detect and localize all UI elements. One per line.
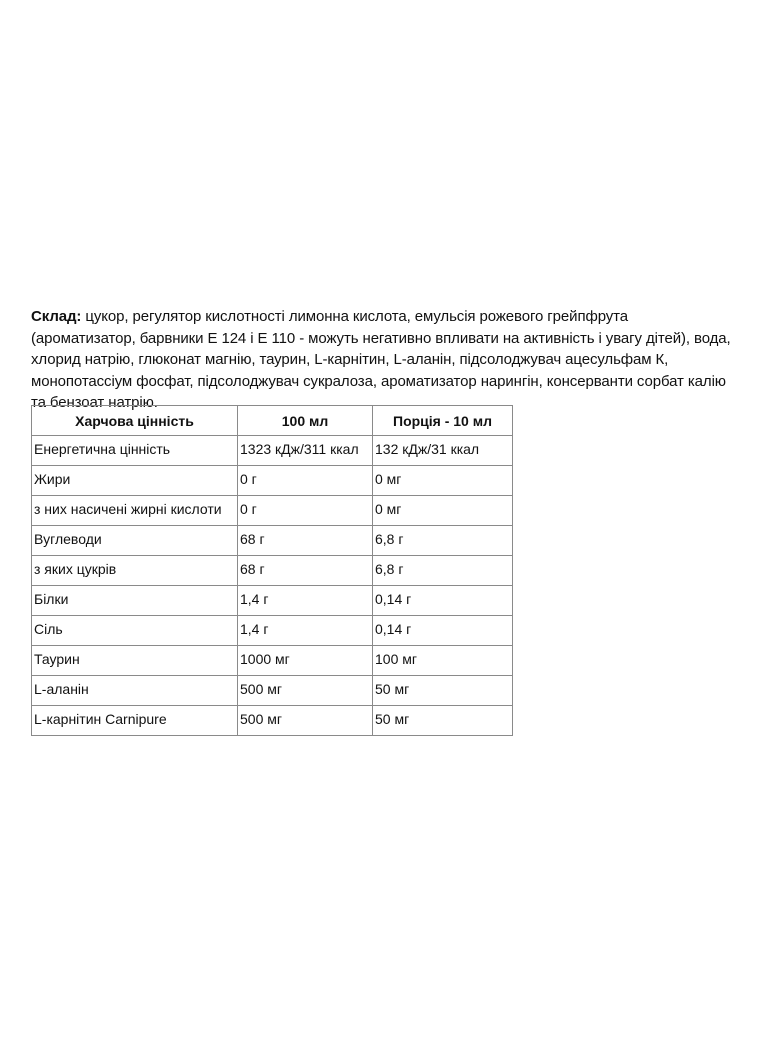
nutrient-name: Вуглеводи (32, 526, 238, 556)
value-per-portion: 0 мг (373, 496, 513, 526)
value-per-100ml: 1,4 г (238, 586, 373, 616)
table-header-row (32, 406, 513, 436)
composition-text: цукор, регулятор кислотності лимонна кислота, емульсія рожевого грейпфрута (ароматизатор, барвники Е 124 і Е 110 - можуть негативно впливати на активність і увагу дітей), вода, хлорид натрію, глюконат магнію, таурин, L-карнітин, L-аланін, підсолоджувач ацесульфам К, монопотассіум фосфат, підсолоджувач сукралоза, ароматизатор нарингін, консерванти сорбат калію та бензоат натрію. (31, 308, 731, 411)
value-per-100ml: 1000 мг (238, 646, 373, 676)
nutrient-name: Сіль (32, 616, 238, 646)
value-per-100ml: 0 г (238, 466, 373, 496)
table-row (32, 436, 513, 466)
value-per-portion: 50 мг (373, 676, 513, 706)
value-per-portion: 0,14 г (373, 616, 513, 646)
nutrient-name: з яких цукрів (32, 556, 238, 586)
header-per-100ml: 100 мл (238, 406, 373, 436)
nutrition-table (31, 405, 513, 736)
value-per-portion: 0,14 г (373, 586, 513, 616)
table-row (32, 556, 513, 586)
table-row (32, 676, 513, 706)
value-per-portion: 132 кДж/31 ккал (373, 436, 513, 466)
value-per-100ml: 500 мг (238, 676, 373, 706)
value-per-portion: 50 мг (373, 706, 513, 736)
nutrient-name: Білки (32, 586, 238, 616)
nutrient-name: L-карнітин Carnipure (32, 706, 238, 736)
value-per-100ml: 68 г (238, 556, 373, 586)
value-per-portion: 0 мг (373, 466, 513, 496)
table-row (32, 466, 513, 496)
table-row (32, 496, 513, 526)
nutrient-name: з них насичені жирні кислоти (32, 496, 238, 526)
value-per-portion: 100 мг (373, 646, 513, 676)
nutrient-name: L-аланін (32, 676, 238, 706)
value-per-100ml: 1,4 г (238, 616, 373, 646)
header-nutrition-value: Харчова цінність (32, 406, 238, 436)
value-per-100ml: 500 мг (238, 706, 373, 736)
table-row (32, 706, 513, 736)
composition-paragraph (31, 306, 736, 414)
value-per-100ml: 1323 кДж/311 ккал (238, 436, 373, 466)
value-per-100ml: 68 г (238, 526, 373, 556)
table-row (32, 646, 513, 676)
value-per-portion: 6,8 г (373, 556, 513, 586)
composition-label: Склад: (31, 308, 82, 325)
nutrient-name: Жири (32, 466, 238, 496)
value-per-portion: 6,8 г (373, 526, 513, 556)
table-row (32, 586, 513, 616)
table-row (32, 526, 513, 556)
value-per-100ml: 0 г (238, 496, 373, 526)
header-per-portion: Порція - 10 мл (373, 406, 513, 436)
nutrient-name: Таурин (32, 646, 238, 676)
nutrient-name: Енергетична цінність (32, 436, 238, 466)
table-row (32, 616, 513, 646)
